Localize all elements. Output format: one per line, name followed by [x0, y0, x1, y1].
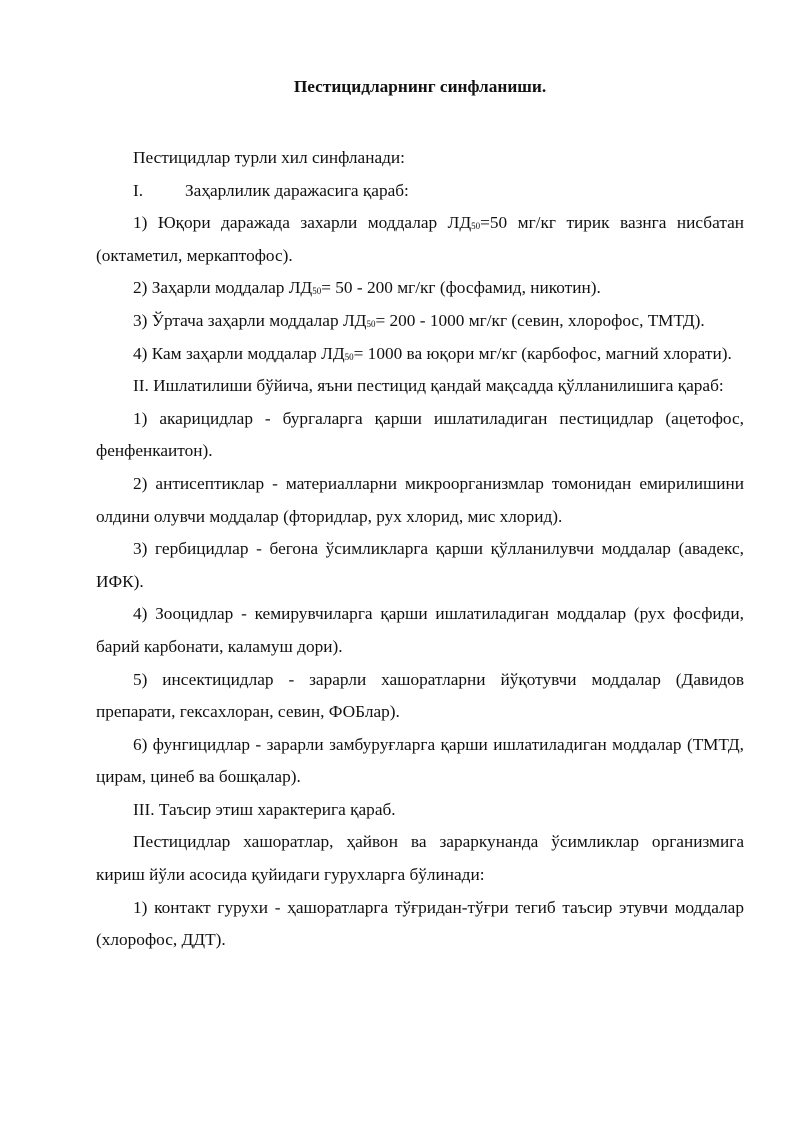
paragraph-text: = 1000 ва юқори мг/кг (карбофос, магний хлорати).	[353, 343, 732, 363]
paragraph-text: 4) Кам заҳарли моддалар ЛД	[133, 343, 345, 363]
section-heading-toxicity	[96, 175, 744, 208]
paragraph-text: 3) Ўртача заҳарли моддалар ЛД	[133, 310, 367, 330]
subscript: 50	[366, 318, 376, 329]
paragraph-intro: Пестицидлар турли хил синфланади:	[133, 148, 405, 167]
paragraph-toxicity-1	[96, 207, 744, 272]
subscript: 50	[471, 221, 481, 232]
paragraph-action-1: 1) контакт гурухи - ҳашоратларга тўғридан-тўғри тегиб таъсир этувчи моддалар (хлорофос, ДДТ).	[96, 897, 744, 950]
paragraph-text: 2) Заҳарли моддалар ЛД	[133, 278, 313, 298]
section-heading-action: III. Таъсир этиш характерига қараб.	[133, 799, 396, 819]
paragraph-text: = 50 - 200 мг/кг (фосфамид, никотин).	[321, 278, 601, 298]
paragraph-text: = 200 - 1000 мг/кг (севин, хлорофос, ТМТД).	[375, 310, 705, 330]
section-number: I.	[133, 180, 144, 200]
section-heading-usage: II. Ишлатилиши бўйича, яъни пестицид қандай мақсадда қўлланилишига қараб:	[133, 376, 724, 396]
paragraph-text: =50 мг/кг тирик вазнга нисбатан (октаметил, меркаптофос).	[96, 213, 744, 265]
paragraph-toxicity-3	[96, 305, 744, 338]
paragraph-usage-4: 4) Зооцидлар - кемирувчиларга қарши ишлатиладиган моддалар (рух фосфиди, барий карбонати, каламуш дори).	[96, 604, 744, 656]
subscript: 50	[312, 286, 322, 297]
paragraph-usage-2: 2) антисептиклар - материалларни микроорганизмлар томонидан емирилишини олдини олувчи моддалар (фторидлар, рух хлорид, мис хлорид).	[96, 473, 744, 526]
document-title: Пестицидларнинг синфланиши.	[293, 77, 547, 96]
paragraph-toxicity-4	[96, 338, 744, 371]
subscript: 50	[344, 351, 354, 362]
section-heading-text: Заҳарлилик даражасига қараб:	[185, 180, 409, 200]
paragraph-usage-3: 3) гербицидлар - бегона ўсимликларга қарши қўлланилувчи моддалар (авадекс, ИФК).	[96, 539, 744, 591]
paragraph-usage-1: 1) акарицидлар - бургаларга қарши ишлатиладиган пестицидлар (ацетофос, фенфенкаитон).	[96, 408, 744, 461]
paragraph-usage-6: 6) фунгицидлар - зарарли замбуруғларга қарши ишлатиладиган моддалар (ТМТД, цирам, цинеб ва бошқалар).	[96, 734, 744, 787]
document-body	[96, 142, 744, 957]
paragraph-usage-5: 5) инсектицидлар - зарарли хашоратларни йўқотувчи моддалар (Давидов препарати, гексахлоран, севин, ФОБлар).	[96, 669, 744, 722]
paragraph-text: 1) Юқори даражада захарли моддалар ЛД	[133, 213, 472, 233]
paragraph-toxicity-2	[96, 272, 744, 305]
paragraph-action-intro: Пестицидлар хашоратлар, ҳайвон ва зараркунанда ўсимликлар организмига кириш йўли асосида қуйидаги гурухларга бўлинади:	[96, 832, 744, 885]
